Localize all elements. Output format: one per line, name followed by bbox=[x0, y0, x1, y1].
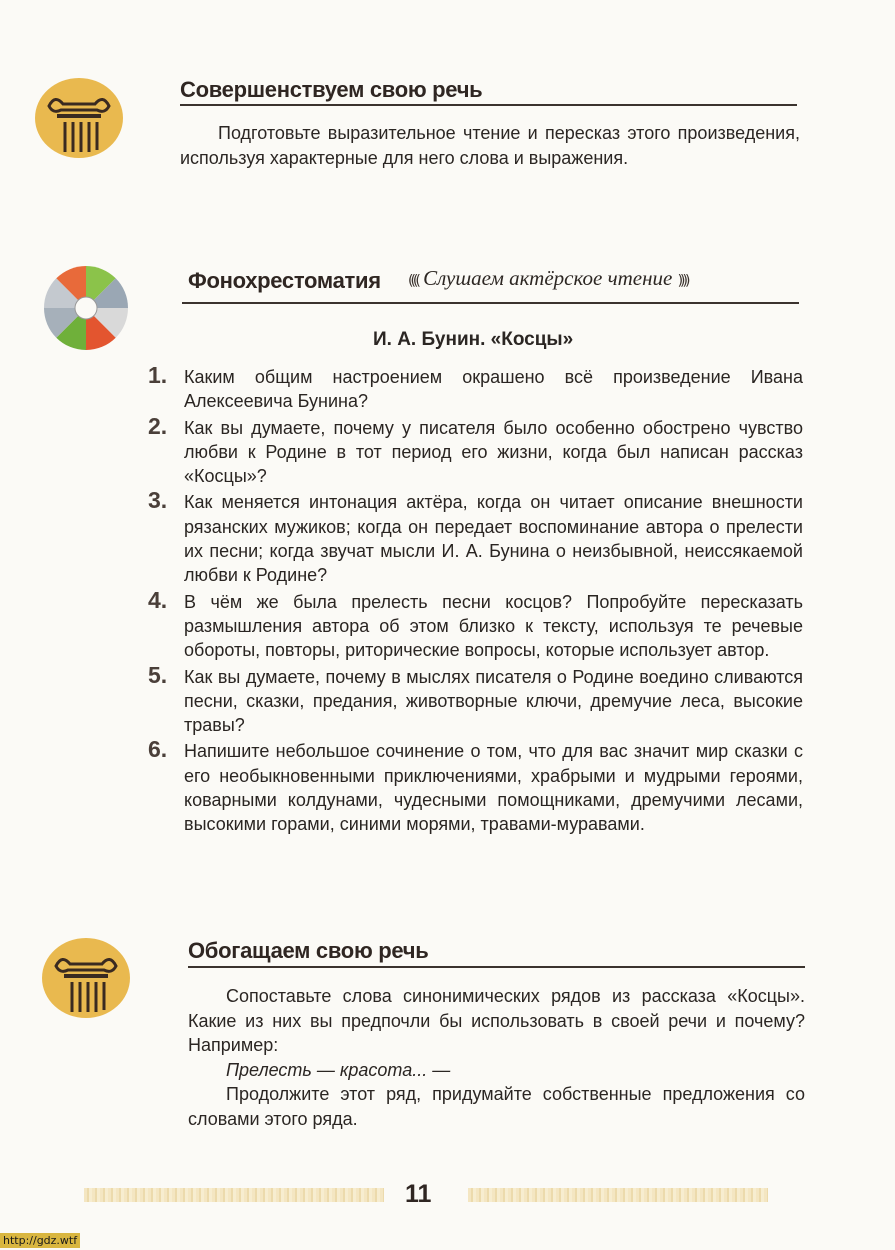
column-icon bbox=[33, 76, 125, 160]
question-number: 6. bbox=[148, 736, 168, 763]
question-text: Напишите небольшое сочинение о том, что для вас значит мир сказки с его необыкновенными приключениями, храбрыми и мудрыми героями, коварными колдунами, чудесными помощниками, дремучими лесами, высокими горами, синими морями, травами-муравами. bbox=[184, 741, 803, 835]
question-number: 3. bbox=[148, 487, 168, 514]
paragraph-text: Сопоставьте слова синонимических рядов из рассказа «Косцы». Какие из них вы предпочли бы использовать в своей речи и почему? Например: bbox=[188, 986, 805, 1055]
work-title: И. А. Бунин. «Косцы» bbox=[373, 329, 574, 350]
section-divider bbox=[188, 966, 805, 968]
question-item bbox=[148, 487, 803, 587]
section-divider bbox=[180, 104, 797, 106]
question-number: 1. bbox=[148, 362, 168, 388]
column-icon bbox=[40, 936, 132, 1020]
question-text: Каким общим настроением окрашено всё произведение Ивана Алексеевича Бунина? bbox=[184, 367, 803, 412]
question-text: Как вы думаете, почему в мыслях писателя о Родине воедино сливаются песни, сказки, предания, животворные ключи, дремучие леса, высокие травы? bbox=[184, 666, 803, 736]
question-item bbox=[148, 412, 803, 489]
audio-label-text: Слушаем актёрское чтение bbox=[423, 266, 673, 290]
question-item bbox=[148, 736, 803, 836]
section-title-phonochrestomathy: Фонохрестоматия bbox=[188, 268, 381, 293]
example-text: Прелесть — красота... — bbox=[226, 1059, 451, 1080]
question-text: Как меняется интонация актёра, когда он читает описание внешности рязанских мужиков; когда он передает воспоминание автора о прелести их песни; когда звучат мысли И. А. Бунина о неизбывной, неиссякаемой любви к Родине? bbox=[184, 492, 803, 586]
section-title-enrich-speech: Обогащаем свою речь bbox=[188, 938, 429, 963]
question-item bbox=[148, 586, 803, 663]
page-number: 11 bbox=[405, 1180, 432, 1208]
audio-label bbox=[408, 266, 687, 291]
sound-wave-left-icon: (((( bbox=[408, 273, 418, 289]
question-item bbox=[148, 362, 803, 414]
audio-disc-icon bbox=[43, 265, 129, 351]
question-item bbox=[148, 661, 803, 738]
question-list bbox=[148, 362, 803, 837]
section-title-improve-speech: Совершенствуем свою речь bbox=[180, 77, 483, 102]
footer-band-left bbox=[84, 1188, 384, 1202]
section-paragraph bbox=[188, 984, 805, 1131]
question-number: 2. bbox=[148, 412, 168, 439]
watermark: http://gdz.wtf bbox=[0, 1233, 80, 1248]
question-text: Как вы думаете, почему у писателя было особенно обострено чувство любви к Родине в тот период его жизни, когда был написан рассказ «Косцы»? bbox=[184, 417, 803, 487]
question-text: В чём же была прелесть песни косцов? Попробуйте пересказать размышления автора об этом близко к тексту, используя те речевые обороты, повторы, риторические вопросы, которые использует автор. bbox=[184, 591, 803, 661]
paragraph-text: Подготовьте выразительное чтение и пересказ этого произведения, используя характерные для него слова и выражения. bbox=[180, 123, 800, 168]
footer-band-right bbox=[468, 1188, 768, 1202]
section-divider bbox=[182, 302, 799, 304]
sound-wave-right-icon: )))) bbox=[677, 273, 688, 289]
question-number: 5. bbox=[148, 661, 168, 688]
paragraph-text: Продолжите этот ряд, придумайте собственные предложения со словами этого ряда. bbox=[188, 1084, 805, 1129]
section-paragraph bbox=[180, 121, 800, 170]
question-number: 4. bbox=[148, 586, 168, 613]
